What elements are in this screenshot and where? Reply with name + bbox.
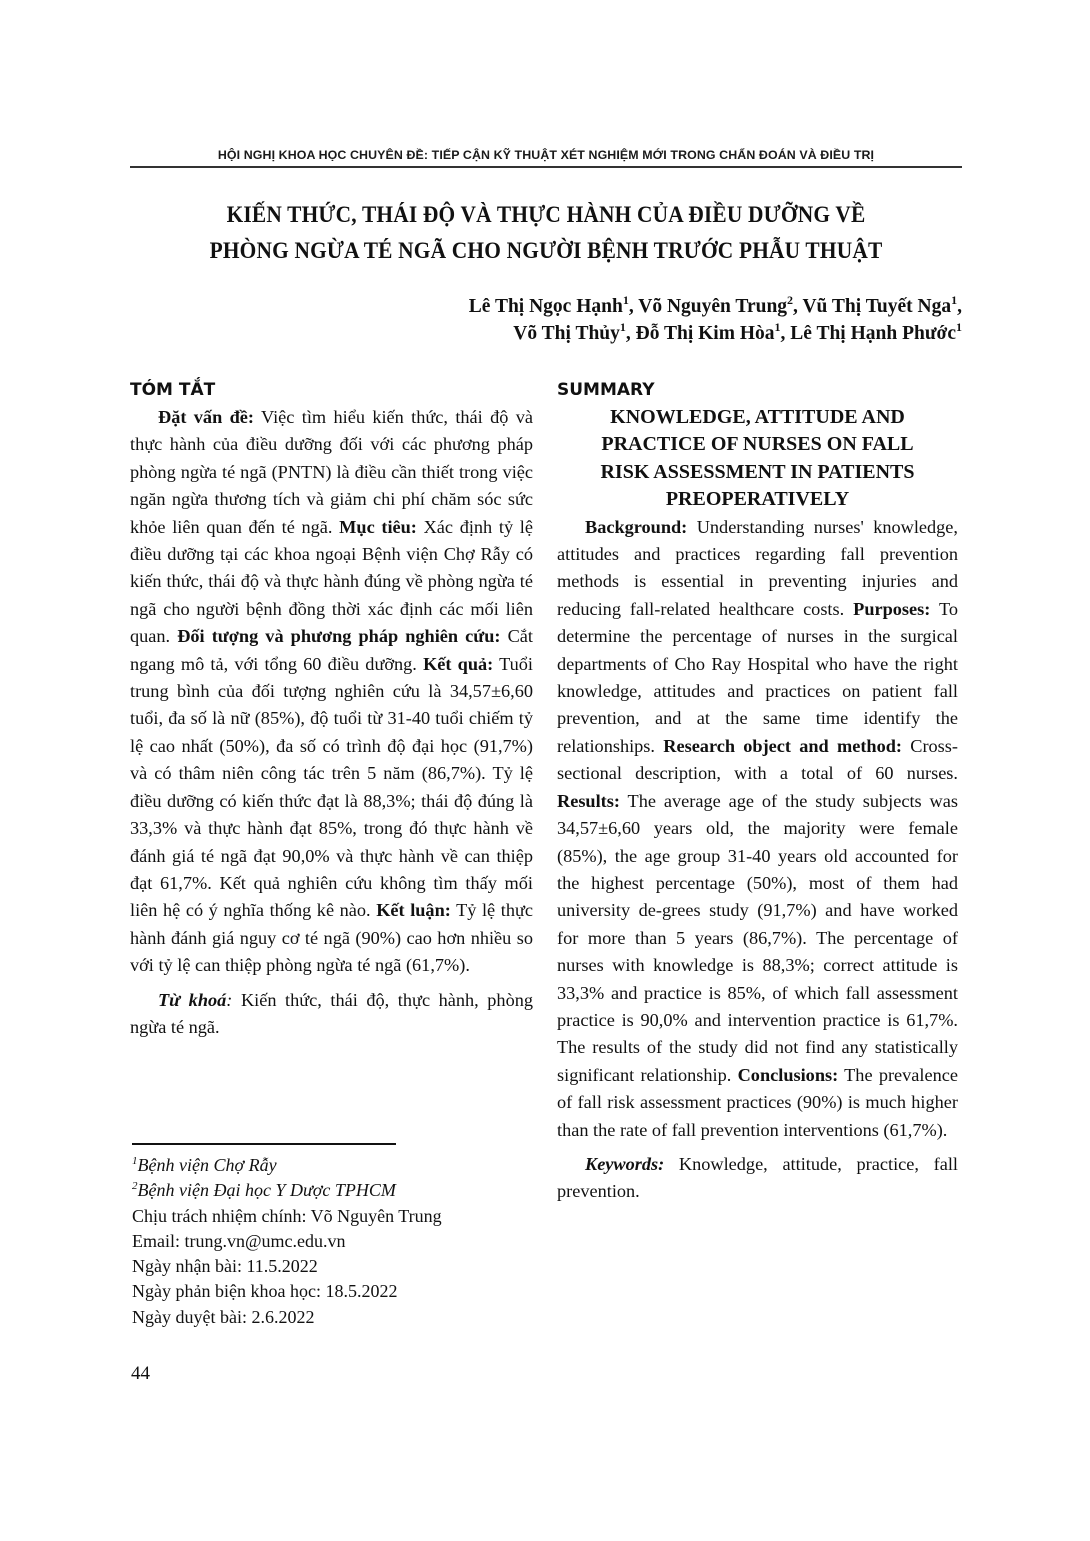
- english-title-line: PREOPERATIVELY: [665, 488, 850, 511]
- author-separator: ,: [625, 323, 636, 344]
- label-keywords: Keywords:: [585, 1153, 665, 1174]
- footnote-marker: 2: [132, 1180, 138, 1193]
- footnote-text: Bệnh viện Đại học Y Dược TPHCM: [137, 1180, 396, 1201]
- text-conclusion: Tỷ lệ thực hành đánh giá nguy cơ té ngã (90%) cao hơn nhiều so với tỷ lệ can thiệp phòng ngừa té ngã (61,7%).: [130, 900, 533, 976]
- english-title-line: KNOWLEDGE, ATTITUDE AND: [610, 406, 905, 428]
- author-name: Võ Thị Thủy: [513, 323, 620, 344]
- english-summary: [557, 376, 958, 1206]
- date-received: Ngày nhận bài: 11.5.2022: [132, 1256, 318, 1277]
- footnote-rule: [132, 1143, 396, 1145]
- footnote-text: Bệnh viện Chợ Rẫy: [137, 1155, 277, 1175]
- author-line-2: [469, 320, 962, 347]
- author-name: Lê Thị Hạnh Phước: [790, 323, 956, 344]
- abstract-body-en: [557, 514, 958, 1144]
- label-results: Kết quả:: [423, 653, 494, 674]
- author-separator: ,: [957, 296, 962, 317]
- english-title: [557, 404, 958, 514]
- author-line-1: [469, 293, 962, 320]
- author-affiliation: 1: [956, 320, 962, 334]
- title-line-2: PHÒNG NGỪA TÉ NGÃ CHO NGƯỜI BỆNH TRƯỚC PHẪU THUẬT: [209, 238, 883, 263]
- keywords-vi: [130, 987, 533, 1042]
- keywords-en: [557, 1151, 958, 1206]
- author-list: [469, 293, 962, 347]
- abstract-body-vi: [130, 404, 533, 980]
- text-results: Tuổi trung bình của đối tượng nghiên cứu là 34,57±6,60 tuổi, đa số là nữ (85%), độ tuổi từ 31-40 tuổi chiếm tỷ lệ cao nhất (50%), đa số có trình độ đại học (91,7%) và có thâm niên công tác trên 5 năm (86,7%). Tỷ lệ điều dưỡng có kiến thức đạt là 88,3%; thái độ đúng là 33,3% và thực hành đạt 85%, trong đó thực hành về đánh giá té ngã đạt 90,0% và thực hành về can thiệp đạt 61,7%. Kết quả nghiên cứu không tìm thấy mối liên hệ có ý nghĩa thống kê nào.: [130, 653, 533, 921]
- running-header: HỘI NGHỊ KHOA HỌC CHUYÊN ĐỀ: TIẾP CẬN KỸ THUẬT XÉT NGHIỆM MỚI TRONG CHẨN ĐOÁN VÀ ĐIỀU TRỊ: [217, 148, 875, 162]
- author-name: Đỗ Thị Kim Hòa: [635, 323, 775, 344]
- text-objective: Xác định tỷ lệ điều dưỡng tại các khoa ngoại Bệnh viện Chợ Rẫy có kiến thức, thái độ và thực hành đúng về phòng ngừa té ngã cho người bệnh đồng thời xác định các mối liên quan.: [130, 516, 533, 647]
- author-separator: ,: [780, 323, 791, 344]
- footnotes: [132, 1153, 442, 1330]
- label-background: Đặt vấn đề:: [158, 407, 254, 427]
- text-conclusion: The prevalence of fall risk assessment practices (90%) is much higher than the rate of fall prevention interventions (61,7%).: [557, 1064, 958, 1140]
- text-method: Cross-sectional description, with a total of 60 nurses.: [557, 735, 958, 784]
- label-conclusion: Conclusions:: [737, 1064, 839, 1085]
- author-affiliation: 1: [619, 320, 626, 334]
- author-separator: ,: [628, 296, 639, 317]
- label-method: Research object and method:: [663, 735, 902, 756]
- author-affiliation: 2: [787, 293, 794, 307]
- date-accepted: Ngày duyệt bài: 2.6.2022: [132, 1306, 315, 1327]
- author-affiliation: 1: [622, 293, 629, 307]
- email: Email: trung.vn@umc.edu.vn: [132, 1230, 346, 1251]
- section-heading-tom-tat: TÓM TẮT: [130, 380, 216, 400]
- author-name: Vũ Thị Tuyết Nga: [802, 296, 952, 317]
- english-title-line: PRACTICE OF NURSES ON FALL: [601, 433, 914, 456]
- label-keywords: Từ khoá: [158, 989, 227, 1010]
- author-name: Lê Thị Ngọc Hạnh: [468, 296, 623, 317]
- author-affiliation: 1: [951, 293, 958, 307]
- label-background: Background:: [585, 516, 688, 537]
- author-separator: ,: [793, 296, 803, 317]
- footnote-affiliation-1: [132, 1153, 442, 1178]
- header-rule: [130, 166, 962, 168]
- vietnamese-abstract: [130, 376, 533, 1041]
- author-name: Võ Nguyên Trung: [638, 296, 788, 317]
- author-affiliation: 1: [774, 320, 781, 334]
- label-method: Đối tượng và phương pháp nghiên cứu:: [177, 626, 501, 647]
- text-keywords: Knowledge, attitude, practice, fall prevention.: [557, 1153, 958, 1202]
- section-heading-summary: SUMMARY: [557, 380, 655, 400]
- english-title-line: RISK ASSESSMENT IN PATIENTS: [600, 460, 915, 483]
- corresponding-author: Chịu trách nhiệm chính: Võ Nguyên Trung: [132, 1205, 442, 1226]
- footnote-marker: 1: [132, 1155, 138, 1167]
- text-background: Understanding nurses' knowledge, attitudes and practices regarding fall prevention methods is essential in preventing injuries and reducing fall-related healthcare costs.: [557, 516, 958, 619]
- article-title: [159, 197, 933, 269]
- text-purposes: To determine the percentage of nurses in the surgical departments of Cho Ray Hospital who have the right knowledge, attitudes and practices on patient fall prevention, and at the same time identify the relationships.: [557, 598, 958, 756]
- label-results: Results:: [557, 790, 620, 811]
- text-background: Việc tìm hiểu kiến thức, thái độ và thực hành của điều dưỡng đối với các phương pháp phòng ngừa té ngã (PNTN) là điều cần thiết trong việc ngăn ngừa thương tích và giảm chi phí chăm sóc sức khỏe liên quan đến té ngã.: [130, 407, 534, 537]
- text-keywords: Kiến thức, thái độ, thực hành, phòng ngừa té ngã.: [130, 989, 533, 1037]
- label-objective: Mục tiêu:: [339, 516, 417, 537]
- text-method: Cắt ngang mô tả, với tổng 60 điều dưỡng.: [130, 626, 533, 674]
- keywords-colon: :: [226, 989, 233, 1010]
- label-conclusion: Kết luận:: [376, 900, 451, 921]
- title-line-1: KIẾN THỨC, THÁI ĐỘ VÀ THỰC HÀNH CỦA ĐIỀU DƯỠNG VỀ: [226, 202, 866, 227]
- date-reviewed: Ngày phản biện khoa học: 18.5.2022: [132, 1281, 398, 1302]
- page-number: 44: [131, 1363, 150, 1384]
- text-results: The average age of the study subjects was 34,57±6,60 years old, the majority were female (85%), the age group 31-40 years old accounted for the highest percentage (50%), most of them had university de-grees study (91,7%) and have worked for more than 5 years (86,7%). The percentage of nurses with knowledge is 88,3%; correct attitude is 33,3% and practice is 85%, of which fall assessment practice is 90,0% and intervention practice is 61,7%. The results of the study did not find any statistically significant relationship.: [557, 790, 958, 1085]
- label-purposes: Purposes:: [853, 598, 931, 619]
- footnote-affiliation-2: [132, 1178, 442, 1203]
